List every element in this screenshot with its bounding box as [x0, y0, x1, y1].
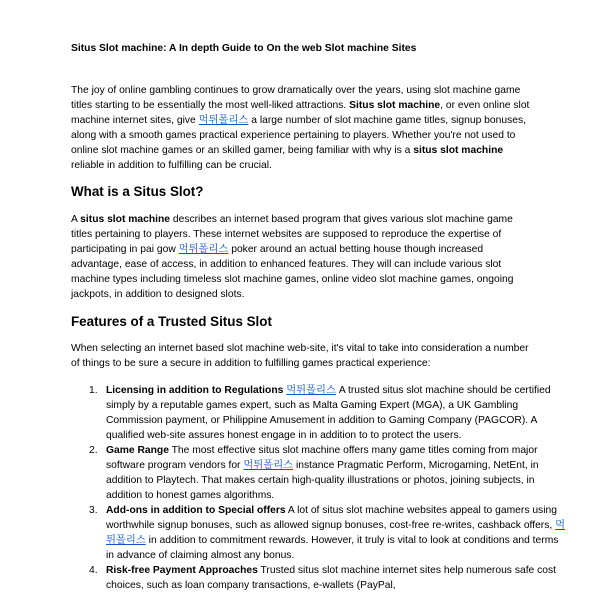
section2-intro: When selecting an internet based slot machine web-site, it's vital to take into consideration a number of things to be sure a secure in addition to fulfilling games practical experience:	[71, 343, 529, 369]
link-mukti-police[interactable]: 먹튀폴리스	[178, 244, 229, 255]
link-mukti-police[interactable]: 먹튀폴리스	[106, 520, 566, 546]
list-number: 2.	[89, 445, 98, 456]
link-mukti-police[interactable]: 먹튀폴리스	[286, 385, 336, 396]
text: The most effective situs slot machine offers many game titles coming from major software program vendors for	[106, 445, 538, 471]
text: describes an internet based program that gives various slot machine game titles pertaining to players. These internet websites are supposed to reproduce the expertise of participating in pai gow	[71, 214, 513, 255]
list-number: 1.	[89, 385, 98, 396]
link-mukti-police[interactable]: 먹튀폴리스	[243, 460, 294, 471]
text: a large number of slot machine game titles, signup bonuses, along with a smooth games practical experience pertaining to players. Whether you're not used to online slot machine games or an skilled gamer, being familiar with why is a	[71, 115, 526, 156]
section-heading-what-is: What is a Situs Slot?	[71, 184, 204, 199]
list-item	[89, 503, 566, 563]
list-item	[89, 383, 566, 443]
text: A lot of situs slot machine websites appeal to gamers using worthwhile signup bonuses, such as allowed signup bonuses, cost-free re-writes, cashback offers,	[106, 505, 557, 531]
list-item	[89, 443, 566, 503]
item-title: Risk-free Payment Approaches	[106, 565, 258, 576]
text: A	[71, 214, 81, 225]
text: instance Pragmatic Perform, Microgaming, NetEnt, in addition to Playtech. That makes certain high-quality illustrations or photos, joining subjects, in addition to honest games algorithms.	[106, 460, 539, 501]
item-title: Add-ons in addition to Special offers	[106, 505, 286, 516]
text: A trusted situs slot machine should be certified simply by a reputable games expert, such as Malta Gaming Expert (MGA), a UK Gambling Commission payment, or Philippine Amusement in addition to Gaming Company (PAGCOR). A qualified web-site assures honest engage in in addition to to protect the users.	[106, 385, 551, 441]
section1-paragraph	[71, 212, 531, 302]
section-heading-features: Features of a Trusted Situs Slot	[71, 314, 272, 329]
bold-text: Situs slot machine	[349, 100, 441, 111]
text: poker around an actual betting house though increased advantage, ease of access, in addition to enhanced features. They will can include various slot machine types including timeless slot machine games, online video slot machine games, ongoing jackpots, in addition to designed slots.	[71, 244, 514, 300]
bold-text: situs slot machine	[413, 145, 504, 156]
bold-text: situs slot machine	[80, 214, 171, 225]
item-title: Licensing in addition to Regulations	[106, 385, 284, 396]
list-item	[89, 563, 566, 593]
list-number: 4.	[89, 565, 98, 576]
item-title: Game Range	[106, 445, 169, 456]
intro-paragraph	[71, 83, 531, 173]
list-number: 3.	[89, 505, 98, 516]
text: Trusted situs slot machine internet sites help numerous safe cost choices, such as loan company transactions, e-wallets (PayPal,	[106, 565, 557, 591]
features-list	[71, 383, 566, 593]
text: The joy of online gambling continues to grow dramatically over the years, using slot machine game titles starting to be essentially the most well-liked attractions.	[71, 85, 521, 111]
text: in addition to commitment rewards. However, it truly is vital to look at conditions and terms in advance of claiming almost any bonus.	[106, 535, 559, 561]
link-mukti-police[interactable]: 먹튀폴리스	[198, 115, 249, 126]
text: reliable in addition to fulfilling can be crucial.	[71, 160, 272, 171]
text: , or even online slot machine internet sites, give	[71, 100, 530, 126]
document-title: Situs Slot machine: A In depth Guide to On the web Slot machine Sites	[71, 43, 417, 54]
